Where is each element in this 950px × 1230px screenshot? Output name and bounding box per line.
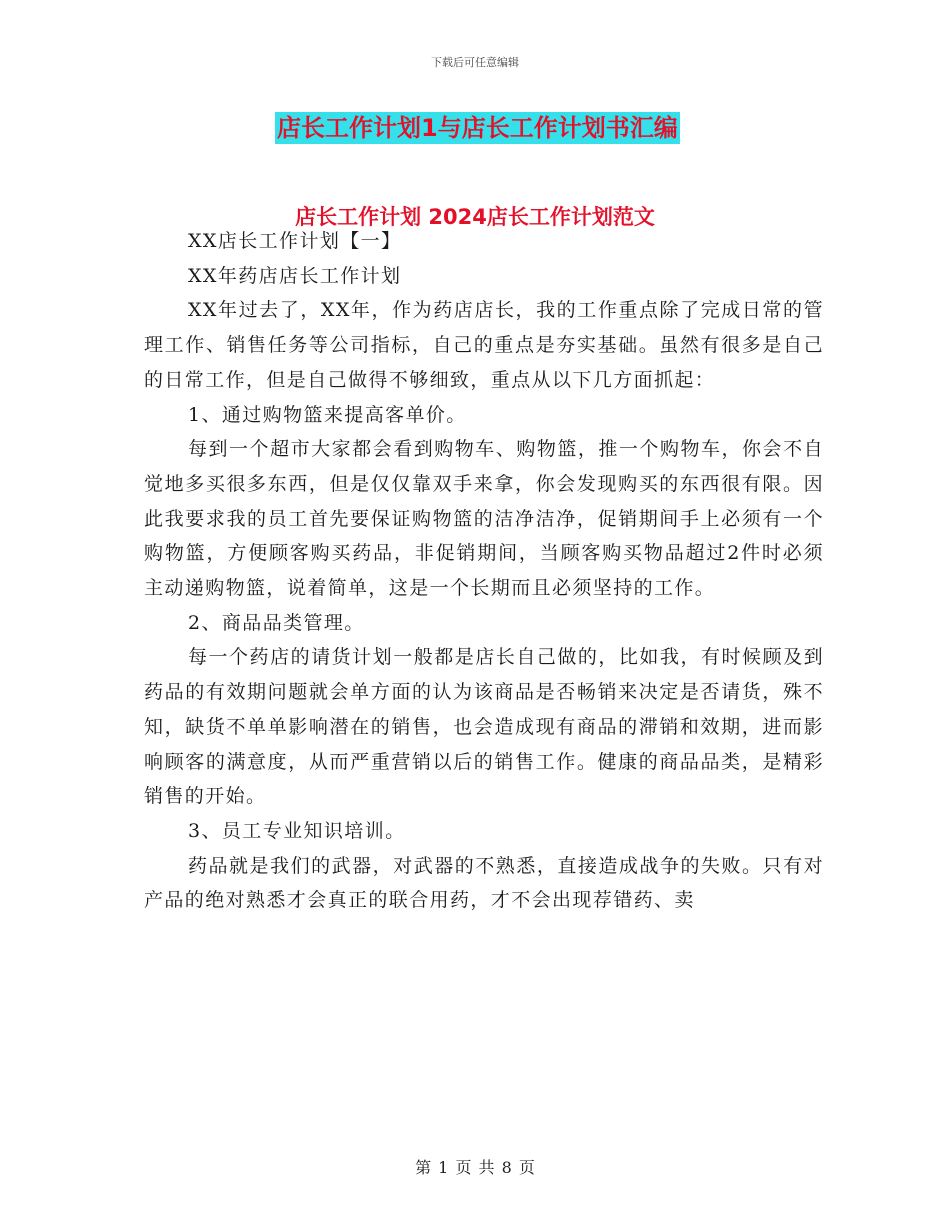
paragraph: XX年药店店长工作计划 (188, 264, 402, 287)
document-title: 店长工作计划1与店长工作计划书汇编 (277, 114, 678, 142)
paragraph: 每到一个超市大家都会看到购物车、购物篮，推一个购物车，你会不自觉地多买很多东西，但是仅仅靠双手来拿，你会发现购买的东西很有限。因此我要求我的员工首先要保证购物篮的洁净洁净，促销期间手上必须有一个购物篮，方便顾客购买药品，非促销期间，当顾客购买物品超过2件时必须主动递购物篮，说着简单，这是一个长期而且必须坚持的工作。 (144, 438, 824, 600)
paragraph: 药品就是我们的武器，对武器的不熟悉，直接造成战争的失败。只有对产品的绝对熟悉才会真正的联合用药，才不会出现荐错药、卖 (144, 854, 824, 912)
paragraph: XX年过去了，XX年，作为药店店长，我的工作重点除了完成日常的管理工作、销售任务等公司指标，自己的重点是夯实基础。虽然有很多是自己的日常工作，但是自己做得不够细致，重点从以下几方面抓起： (144, 299, 824, 391)
body-text (144, 224, 824, 918)
paragraph: 2、商品品类管理。 (188, 611, 365, 634)
paragraph: XX店长工作计划【一】 (188, 230, 402, 252)
paragraph: 3、员工专业知识培训。 (188, 819, 406, 842)
page-header-note: 下载后可任意编辑 (431, 56, 519, 69)
page-number-footer: 第 1 页 共 8 页 (415, 1158, 535, 1177)
paragraph: 每一个药店的请货计划一般都是店长自己做的，比如我，有时候顾及到药品的有效期问题就会单方面的认为该商品是否畅销来决定是否请货，殊不知，缺货不单单影响潜在的销售，也会造成现有商品的滞销和效期，进而影响顾客的满意度，从而严重营销以后的销售工作。健康的商品品类，是精彩销售的开始。 (144, 646, 824, 808)
paragraph: 1、通过购物篮来提高客单价。 (188, 403, 467, 426)
document-subtitle: 店长工作计划 2024店长工作计划范文 (295, 205, 655, 229)
